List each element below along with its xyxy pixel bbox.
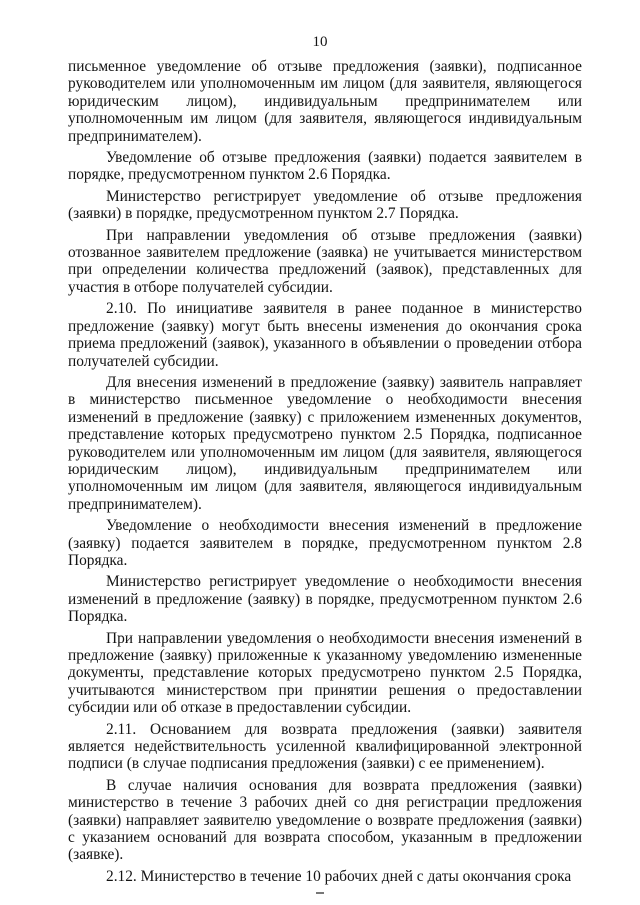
paragraph-changes-notice: Для внесения изменений в предложение (заявку) заявитель направляет в министерство письменное уведомление о необходимости внесения изменений в предложение (заявку) с приложением измененных документов, представление которых предусмотрено пунктом 2.5 Порядка, подписанное руководителем или уполномоченным им лицом (для заявителя, являющегося юридическим лицом), индивидуальным предпринимателем или уполномоченным им лицом (для заявителя, являющегося индивидуальным предпринимателем). [68,373,582,513]
paragraph-withdrawal-registration: Министерство регистрирует уведомление об отзыве предложения (заявки) в порядке, предусмотренном пунктом 2.7 Порядка. [68,187,582,223]
paragraph-clause-2-11: 2.11. Основанием для возврата предложения (заявки) заявителя является недействительность усиленной квалифицированной электронной подписи (в случае подписания предложения (заявки) с ее применением). [68,720,582,773]
paragraph-clause-2-10: 2.10. По инициативе заявителя в ранее поданное в министерство предложение (заявку) могут быть внесены изменения до окончания срока приема предложений (заявок), указанного в объявлении о проведении отбора получателей субсидии. [68,300,582,370]
paragraph-withdrawn-not-counted: При направлении уведомления об отзыве предложения (заявки) отозванное заявителем предложение (заявка) не учитывается министерством при определении количества предложений (заявок), представленных для участия в отборе получателей субсидии. [68,226,582,296]
paragraph-changes-registration: Министерство регистрирует уведомление о необходимости внесения изменений в предложение (заявку) в порядке, предусмотренном пунктом 2.6 Порядка. [68,573,582,626]
paragraph-changes-submission: Уведомление о необходимости внесения изменений в предложение (заявку) подается заявителем в порядке, предусмотренном пунктом 2.8 Порядка. [68,517,582,569]
paragraph-changes-consideration: При направлении уведомления о необходимости внесения изменений в предложение (заявку) приложенные к указанному уведомлению измененные документы, представление которых предусмотрено пунктом 2.5 Порядка, учитываются министерством при принятии решения о предоставлении субсидии или об отказе в предоставлении субсидии. [68,629,582,717]
scan-artifact-mark [316,892,324,894]
paragraph-clause-2-12: 2.12. Министерство в течение 10 рабочих дней с даты окончания срока [106,867,572,885]
paragraph-withdrawal-notice-continued: письменное уведомление об отзыве предложения (заявки), подписанное руководителем или уполномоченным им лицом (для заявителя, являющегося юридическим лицом), индивидуальным предпринимателем или уполномоченным им лицом (для заявителя, являющегося индивидуальным предпринимателем). [68,58,582,145]
paragraph-withdrawal-submission: Уведомление об отзыве предложения (заявки) подается заявителем в порядке, предусмотренном пунктом 2.6 Порядка. [68,149,582,184]
document-body [68,58,582,889]
paragraph-return-procedure: В случае наличия основания для возврата предложения (заявки) министерство в течение 3 рабочих дней со дня регистрации предложения (заявки) направляет заявителю уведомление о возврате предложения (заявки) с указанием оснований для возврата способом, указанным в предложении (заявке). [68,776,582,864]
page-number: 10 [312,34,328,50]
